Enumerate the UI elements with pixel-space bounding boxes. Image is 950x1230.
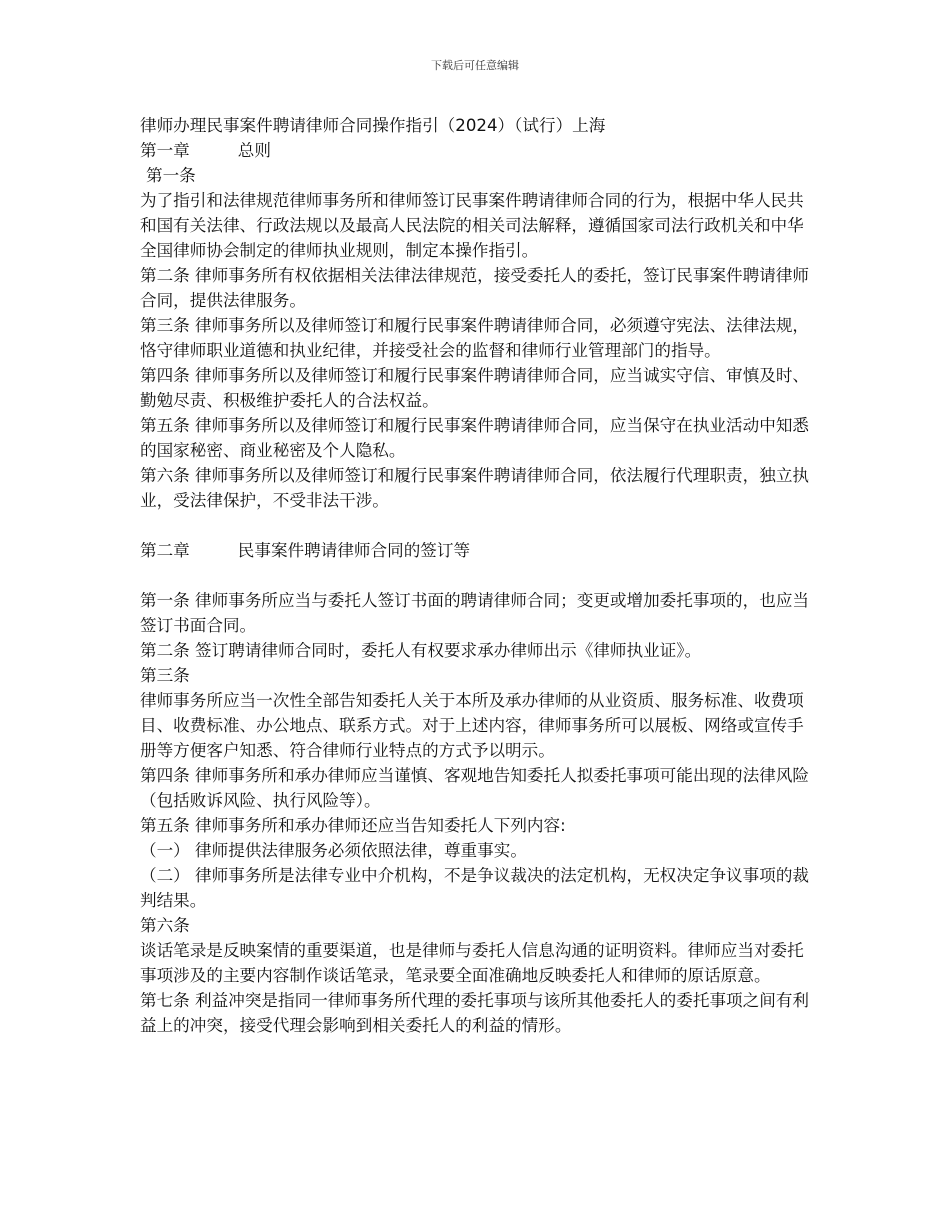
blank-line [140,513,820,538]
chapter-1-heading [140,138,820,163]
chapter-1-name: 总则 [237,141,271,160]
ch2-article-5-item-1: （一） 律师提供法律服务必须依照法律，尊重事实。 [140,841,527,860]
document-body [140,113,820,1038]
ch1-article-2: 第二条 律师事务所有权依据相关法律法律规范，接受委托人的委托，签订民事案件聘请律师合同，提供法律服务。 [140,266,810,310]
ch2-article-7: 第七条 利益冲突是指同一律师事务所代理的委托事项与该所其他委托人的委托事项之间有利益上的冲突，接受代理会影响到相关委托人的利益的情形。 [140,991,810,1035]
chapter-2-name: 民事案件聘请律师合同的签订等 [237,541,471,560]
ch2-article-1: 第一条 律师事务所应当与委托人签订书面的聘请律师合同；变更或增加委托事项的，也应当签订书面合同。 [140,591,810,635]
page-header-note: 下载后可任意编辑 [431,59,519,72]
ch2-article-2: 第二条 签订聘请律师合同时，委托人有权要求承办律师出示《律师执业证》。 [140,641,702,660]
ch2-article-6-label: 第六条 [140,916,190,935]
document-title: 律师办理民事案件聘请律师合同操作指引（2024）（试行）上海 [140,116,606,135]
ch2-article-5-item-2: （二） 律师事务所是法律专业中介机构，不是争议裁决的法定机构，无权决定争议事项的裁判结果。 [140,866,810,910]
ch1-article-4: 第四条 律师事务所以及律师签订和履行民事案件聘请律师合同，应当诚实守信、审慎及时、勤勉尽责、积极维护委托人的合法权益。 [140,366,810,410]
ch2-article-3-label: 第三条 [140,666,190,685]
ch1-article-1-text: 为了指引和法律规范律师事务所和律师签订民事案件聘请律师合同的行为，根据中华人民共和国有关法律、行政法规以及最高人民法院的相关司法解释，遵循国家司法行政机关和中华全国律师协会制定的律师执业规则，制定本操作指引。 [140,191,804,260]
ch2-article-5: 第五条 律师事务所和承办律师还应当告知委托人下列内容: [140,816,566,835]
ch1-article-5: 第五条 律师事务所以及律师签订和履行民事案件聘请律师合同，应当保守在执业活动中知悉的国家秘密、商业秘密及个人隐私。 [140,416,810,460]
ch1-article-3: 第三条 律师事务所以及律师签订和履行民事案件聘请律师合同，必须遵守宪法、法律法规，恪守律师职业道德和执业纪律，并接受社会的监督和律师行业管理部门的指导。 [140,316,810,360]
chapter-2-label: 第二章 [140,541,190,560]
ch1-article-6: 第六条 律师事务所以及律师签订和履行民事案件聘请律师合同，依法履行代理职责，独立执业，受法律保护，不受非法干涉。 [140,466,810,510]
chapter-1-label: 第一章 [140,141,190,160]
ch2-article-6-text: 谈话笔录是反映案情的重要渠道，也是律师与委托人信息沟通的证明资料。律师应当对委托事项涉及的主要内容制作谈话笔录，笔录要全面准确地反映委托人和律师的原话原意。 [140,941,804,985]
ch2-article-3-text: 律师事务所应当一次性全部告知委托人关于本所及承办律师的从业资质、服务标准、收费项目、收费标准、办公地点、联系方式。对于上述内容，律师事务所可以展板、网络或宣传手册等方便客户知悉、符合律师行业特点的方式予以明示。 [140,691,804,760]
ch2-article-4: 第四条 律师事务所和承办律师应当谨慎、客观地告知委托人拟委托事项可能出现的法律风险（包括败诉风险、执行风险等）。 [140,766,810,810]
ch1-article-1-label: 第一条 [146,166,196,185]
blank-line [140,563,820,588]
chapter-2-heading [140,538,820,563]
